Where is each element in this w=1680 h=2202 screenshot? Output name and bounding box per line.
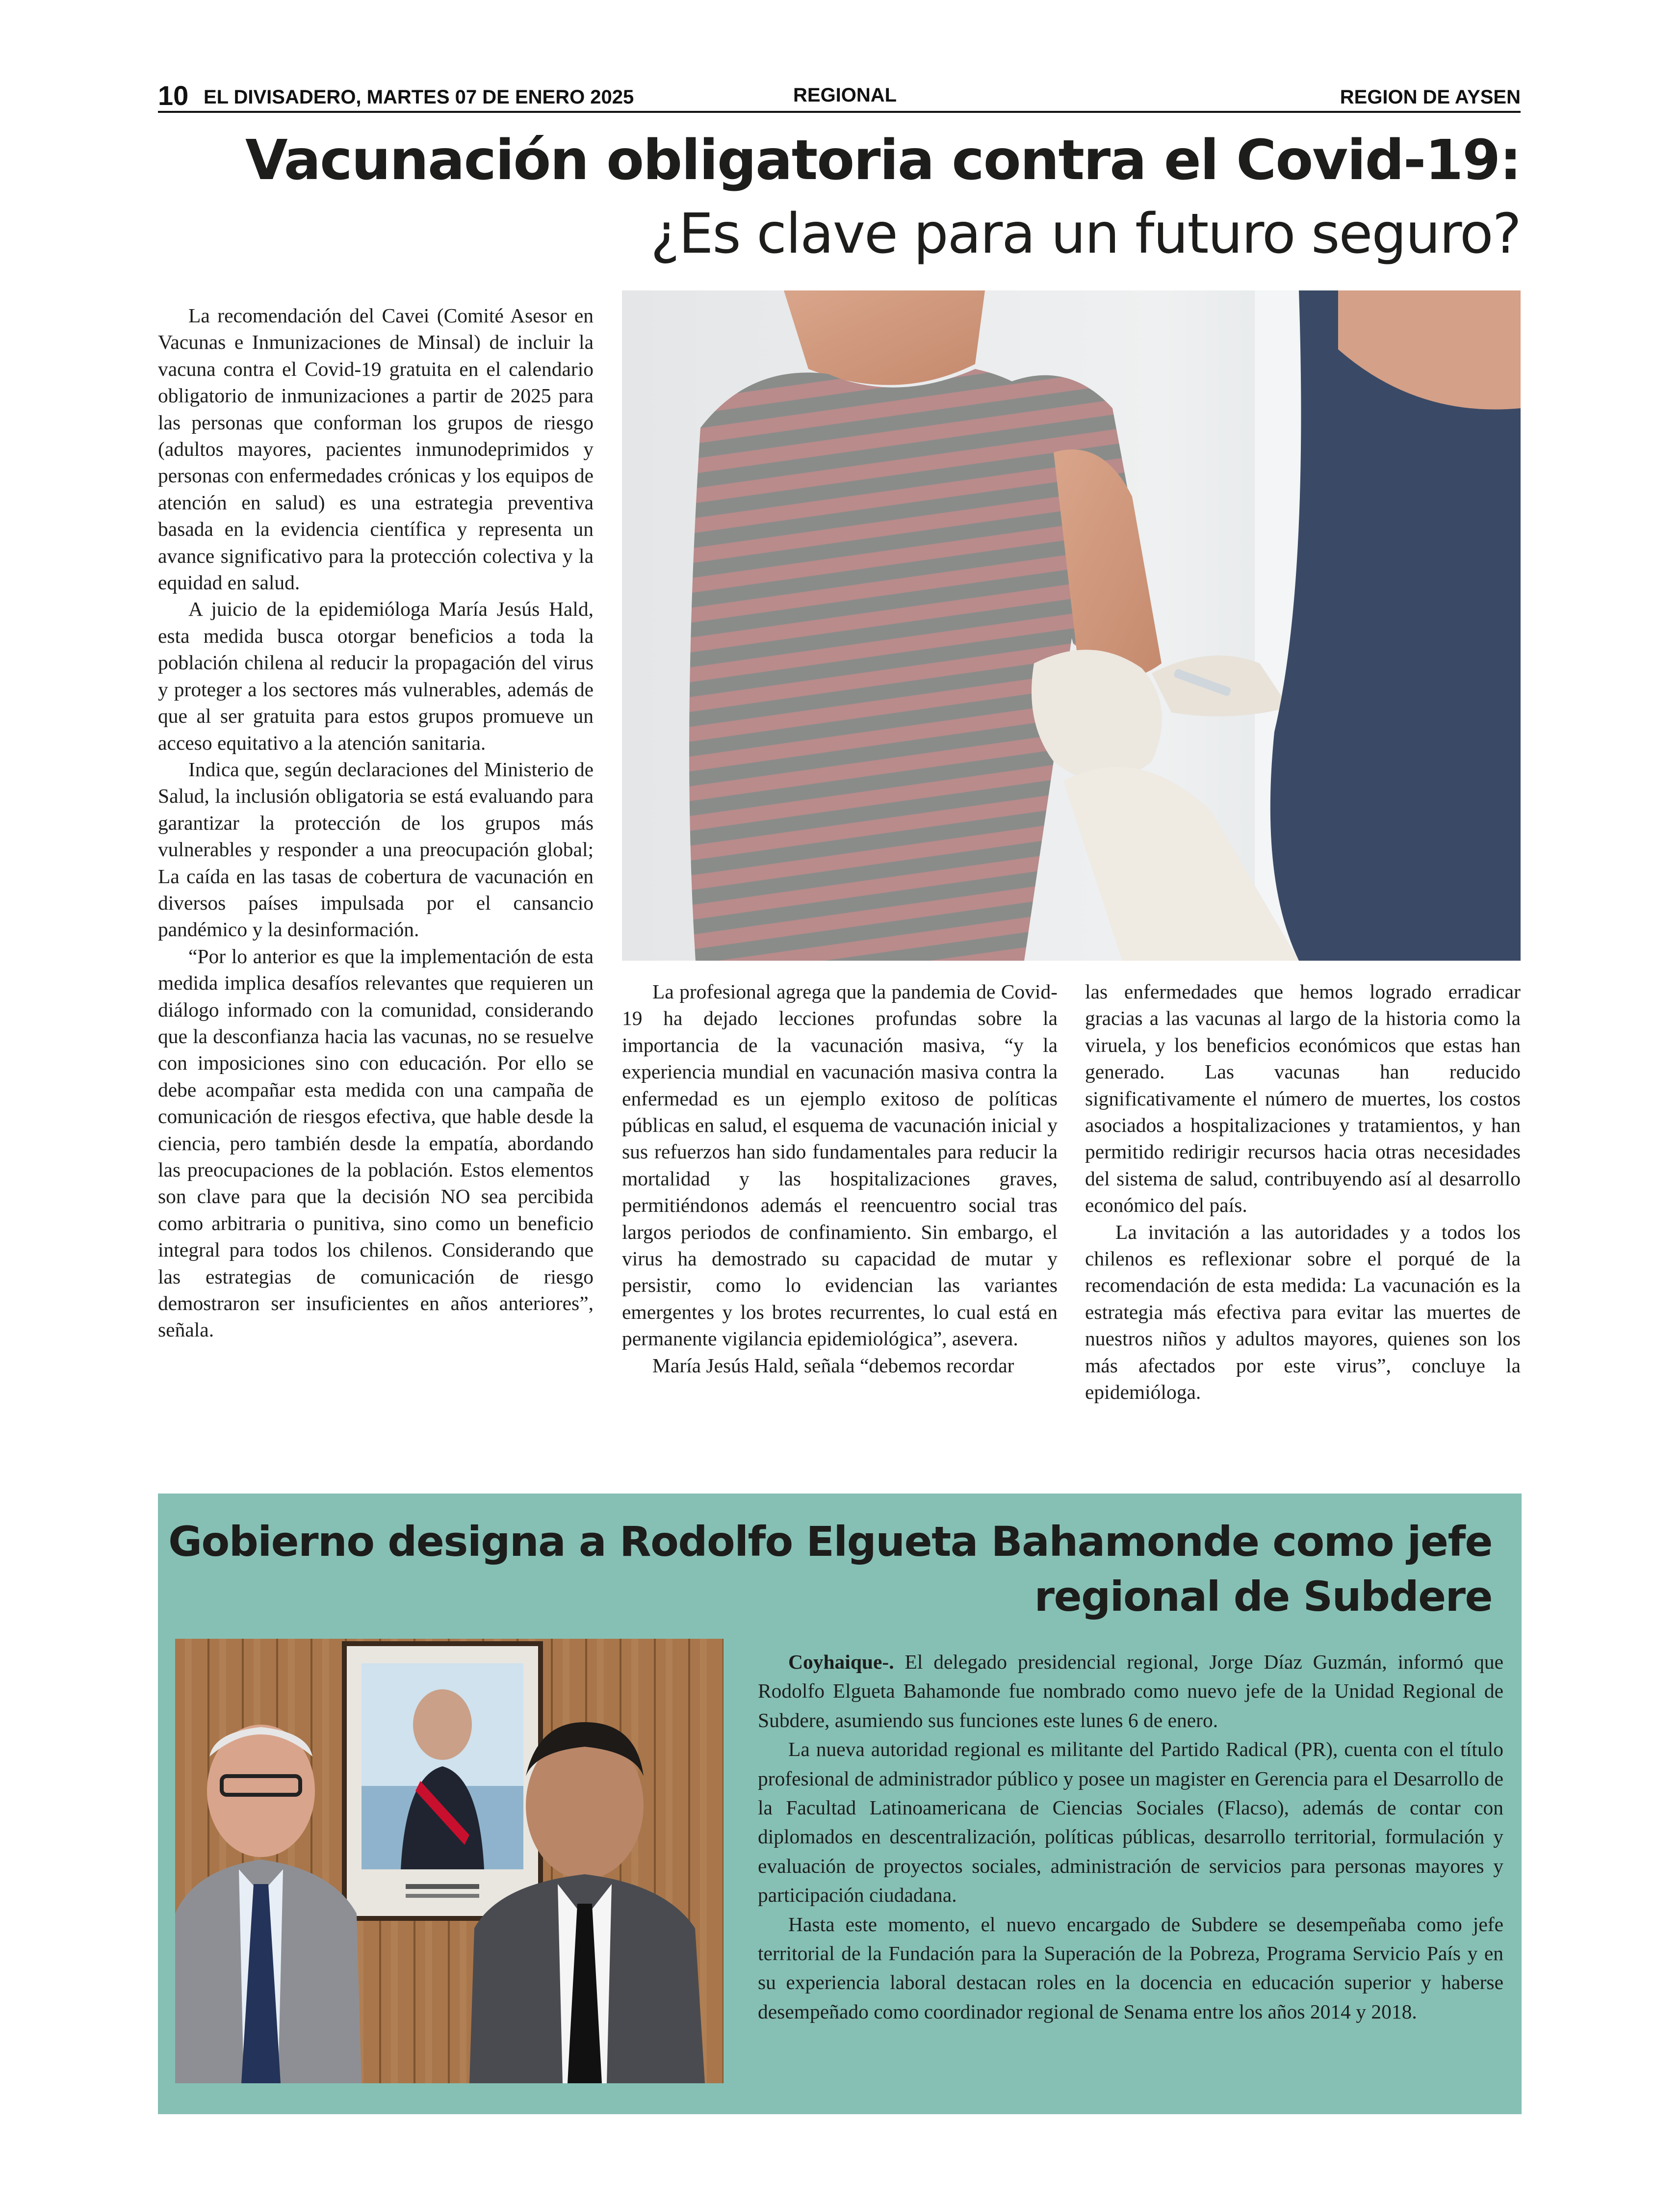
dateline: Coyhaique-. (788, 1651, 894, 1673)
article-column-1 (158, 302, 594, 1343)
article-column-3 (1085, 978, 1521, 1406)
article-2-body (758, 1648, 1503, 2026)
publication-date: EL DIVISADERO, MARTES 07 DE ENERO 2025 (204, 86, 634, 108)
headline-line: Gobierno designa a Rodolfo Elgueta Bahamonde como jefe (168, 1518, 1492, 1566)
paragraph: La recomendación del Cavei (Comité Asesor en Vacunas e Inmunizaciones de Minsal) de incluir la vacuna contra el Covid-19 gratuita en el calendario obligatorio de inmunizaciones a partir de 2025 para las personas que conforman los grupos de riesgo (adultos mayores, pacientes inmunodeprimidos y personas con enfermedades crónicas y los equipos de atención en salud) es una estrategia preventiva basada en la evidencia científica y representa un avance significativo para la protección colectiva y la equidad en salud. (158, 304, 594, 594)
article-2-headline (168, 1514, 1492, 1624)
paragraph: “Por lo anterior es que la implementación de esta medida implica desafíos relevantes que requieren un diálogo informado con la comunidad, considerando que la desconfianza hacia las vacunas, no se resuelve con imposiciones sino con educación. Por ello se debe acompañar esta medida con una campaña de comunicación de riesgos efectiva, que hable desde la ciencia, pero también desde la empatía, abordando las preocupaciones de la población. Estos elementos son clave para que la decisión NO sea percibida como arbitraria o punitiva, sino como un beneficio integral para todos los chilenos. Considerando que las estrategias de comunicación de riesgo demostraron ser insuficientes en años anteriores”, señala. (158, 944, 594, 1341)
region-label: REGION DE AYSEN (1340, 86, 1521, 108)
paragraph-text: El delegado presidencial regional, Jorge Díaz Guzmán, informó que Rodolfo Elgueta Bahamonde fue nombrado como nuevo jefe de la Unidad Regional de Subdere, asumiendo sus funciones este lunes 6 de enero. (758, 1651, 1503, 1731)
paragraph: María Jesús Hald, señala “debemos recordar (652, 1354, 1014, 1377)
paragraph: A juicio de la epidemióloga María Jesús Hald, esta medida busca otorgar beneficios a toda la población chilena al reducir la propagación del virus y proteger a los sectores más vulnerables, además de que al ser gratuita para estos grupos promueve un acceso equitativo a la atención sanitaria. (158, 598, 594, 754)
paragraph: La profesional agrega que la pandemia de Covid-19 ha dejado lecciones profundas sobre la importancia de la vacunación masiva, “y la experiencia mundial en vacunación masiva contra la enfermedad es un ejemplo exitoso de políticas públicas en salud, el esquema de vacunación inicial y sus refuerzos han sido fundamentales para reducir la mortalidad y las hospitalizaciones graves, permitiéndonos además el reencuentro social tras largos periodos de confinamiento. Sin embargo, el virus ha demostrado su capacidad de mutar y persistir, como lo evidencian las variantes emergentes y los brotes recurrentes, lo cual está en permanente vigilancia epidemiológica”, asevera. (622, 980, 1058, 1350)
section-label: REGIONAL (793, 84, 897, 106)
page-number: 10 (158, 80, 189, 111)
article-headline: Vacunación obligatoria contra el Covid-19: (245, 129, 1521, 192)
paragraph: Indica que, según declaraciones del Ministerio de Salud, la inclusión obligatoria se está evaluando para garantizar la protección de los grupos más vulnerables y responder a una preocupación global; La caída en las tasas de cobertura de vacunación en diversos países impulsada por el cansancio pandémico y la desinformación. (158, 758, 594, 941)
officials-photo (175, 1639, 724, 2083)
paragraph: Hasta este momento, el nuevo encargado de Subdere se desempeñaba como jefe territorial de la Fundación para la Superación de la Pobreza, Programa Servicio País y en su experiencia laboral destacan roles en la docencia en educación superior y haberse desempeñado como coordinador regional de Senama entre los años 2014 y 2018. (758, 1913, 1503, 2023)
article-column-2 (622, 978, 1058, 1379)
paragraph (758, 1648, 1503, 1735)
vaccination-photo (622, 290, 1521, 961)
paragraph: La nueva autoridad regional es militante del Partido Radical (PR), cuenta con el título profesional de administrador público y posee un magister en Gerencia para el Desarrollo de la Facultad Latinoamericana de Ciencias Sociales (Flacso), además de contar con diplomados en descentralización, políticas públicas, desarrollo territorial, formulación y evaluación de proyectos sociales, administración de servicios para personas mayores y participación ciudadana. (758, 1738, 1503, 1907)
header-rule (158, 111, 1521, 113)
headline-line: regional de Subdere (1034, 1573, 1492, 1621)
paragraph: La invitación a las autoridades y a todos los chilenos es reflexionar sobre el porqué de la recomendación de esta medida: La vacunación es la estrategia más efectiva para evitar las muertes de nuestros niños y adultos mayores, quienes son los más afectados por este virus”, concluye la epidemióloga. (1085, 1220, 1521, 1404)
paragraph: las enfermedades que hemos logrado erradicar gracias a las vacunas al largo de la historia como la viruela, y los beneficios económicos que estas han generado. Las vacunas han reducido significativamente el número de muertes, los costos asociados a hospitalizaciones y tratamientos, y han permitido redirigir recursos hacia otras necesidades del sistema de salud, contribuyendo así al desarrollo económico del país. (1085, 980, 1521, 1217)
article-subheadline: ¿Es clave para un futuro seguro? (650, 202, 1521, 266)
